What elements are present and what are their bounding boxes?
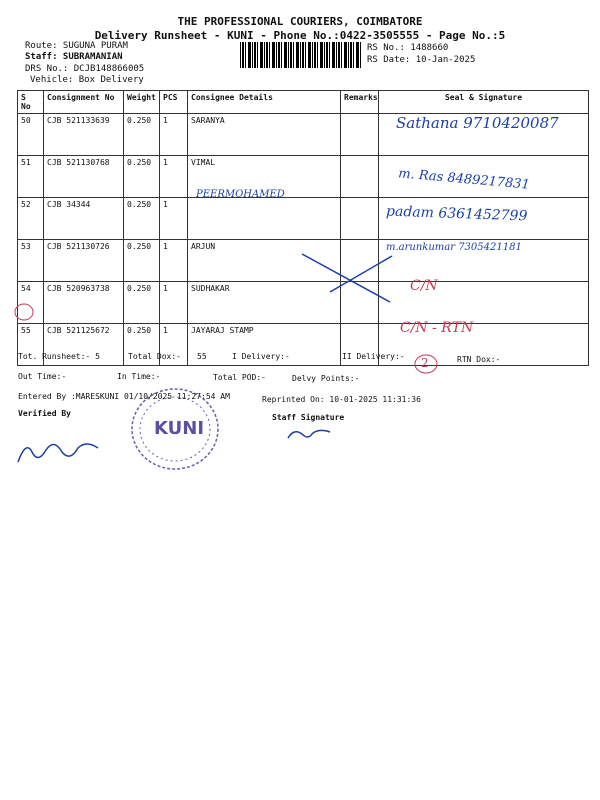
- out-time: Out Time:-: [18, 372, 67, 381]
- company-title: THE PROFESSIONAL COURIERS, COIMBATORE: [177, 15, 423, 28]
- col-pcs: PCS: [160, 91, 188, 114]
- i-delivery: I Delivery:-: [232, 352, 290, 361]
- col-consignee: Consignee Details: [188, 91, 341, 114]
- vehicle: Vehicle: Box Delivery: [30, 75, 144, 85]
- cell-weight: 0.250: [124, 324, 160, 366]
- cell-weight: 0.250: [124, 240, 160, 282]
- drs-no: DRS No.: DCJB148866005: [25, 64, 145, 74]
- cross-mark-line: [302, 254, 390, 302]
- cell-pcs: 1: [160, 114, 188, 156]
- verified-by: Verified By: [18, 409, 71, 418]
- kuni-stamp: KUNI: [154, 418, 205, 439]
- cell-consignee: SARANYA: [188, 114, 341, 156]
- cell-pcs: 1: [160, 324, 188, 366]
- cell-pcs: 1: [160, 282, 188, 324]
- reprinted-on: Reprinted On: 10-01-2025 11:31:36: [262, 395, 421, 404]
- cell-consignee: VIMAL: [188, 156, 341, 198]
- cell-consignment: CJB 521133639: [44, 114, 124, 156]
- delvy-points: Delvy Points:-: [292, 374, 360, 383]
- cell-sno: 52: [18, 198, 44, 240]
- staff-signature: Staff Signature: [272, 413, 345, 422]
- delivery-circle-number: 2: [421, 356, 429, 370]
- cell-consignee: JAYARAJ STAMP: [188, 324, 341, 366]
- cell-sno: 53: [18, 240, 44, 282]
- handwritten-consignee-52: PEERMOHAMED: [196, 189, 285, 200]
- handwritten-signature-53: m.arunkumar 7305421181: [386, 242, 522, 253]
- staff-signature-mark: [288, 430, 330, 438]
- cell-sno: 51: [18, 156, 44, 198]
- cell-consignment: CJB 520963738: [44, 282, 124, 324]
- cell-consignment: CJB 34344: [44, 198, 124, 240]
- cell-weight: 0.250: [124, 198, 160, 240]
- cell-consignment: CJB 521125672: [44, 324, 124, 366]
- cell-consignee: SUDHAKAR: [188, 282, 341, 324]
- cell-consignee: ARJUN: [188, 240, 341, 282]
- route: Route: SUGUNA PURAM: [25, 41, 128, 51]
- handwritten-signature-50: Sathana 9710420087: [396, 114, 559, 132]
- handwritten-signature-52: padam 6361452799: [385, 203, 528, 225]
- handwritten-signature-51: m. Ras 8489217831: [397, 166, 531, 193]
- col-seal-signature: Seal & Signature: [379, 91, 589, 114]
- cell-sno: 55: [18, 324, 44, 366]
- cell-weight: 0.250: [124, 156, 160, 198]
- ii-delivery: II Delivery:-: [342, 352, 405, 361]
- cell-pcs: 1: [160, 198, 188, 240]
- total-dox: Total Dox:-: [128, 352, 181, 361]
- cell-weight: 0.250: [124, 114, 160, 156]
- rs-date: RS Date: 10-Jan-2025: [367, 55, 476, 65]
- col-remarks: Remarks: [341, 91, 379, 114]
- col-weight: Weight: [124, 91, 160, 114]
- staff: Staff: SUBRAMANIAN: [25, 52, 123, 62]
- rtn-dox: RTN Dox:-: [457, 355, 501, 364]
- cell-consignment: CJB 521130768: [44, 156, 124, 198]
- cell-sno: 50: [18, 114, 44, 156]
- cell-sno: 54: [18, 282, 44, 324]
- handwritten-remark-54: C/N: [410, 278, 438, 294]
- rs-no: RS No.: 1488660: [367, 43, 449, 53]
- tot-runsheet: Tot. Runsheet:- 5: [18, 352, 100, 361]
- total-dox-value: 55: [197, 352, 207, 361]
- entered-by: Entered By :MARESKUNI 01/10/2025 11:27:54 AM: [18, 392, 230, 401]
- cell-weight: 0.250: [124, 282, 160, 324]
- cell-pcs: 1: [160, 240, 188, 282]
- in-time: In Time:-: [117, 372, 161, 381]
- col-consignment: Consignment No: [44, 91, 124, 114]
- cell-consignment: CJB 521130726: [44, 240, 124, 282]
- total-pod: Total POD:-: [213, 373, 266, 382]
- row-55-circle-mark: [15, 304, 33, 320]
- handwritten-remark-55: C/N - RTN: [400, 320, 474, 336]
- cell-pcs: 1: [160, 156, 188, 198]
- runsheet-subtitle: Delivery Runsheet - KUNI - Phone No.:0422-3505555 - Page No.:5: [94, 29, 506, 42]
- col-sno: S No: [18, 91, 44, 114]
- verified-by-signature: [18, 444, 98, 462]
